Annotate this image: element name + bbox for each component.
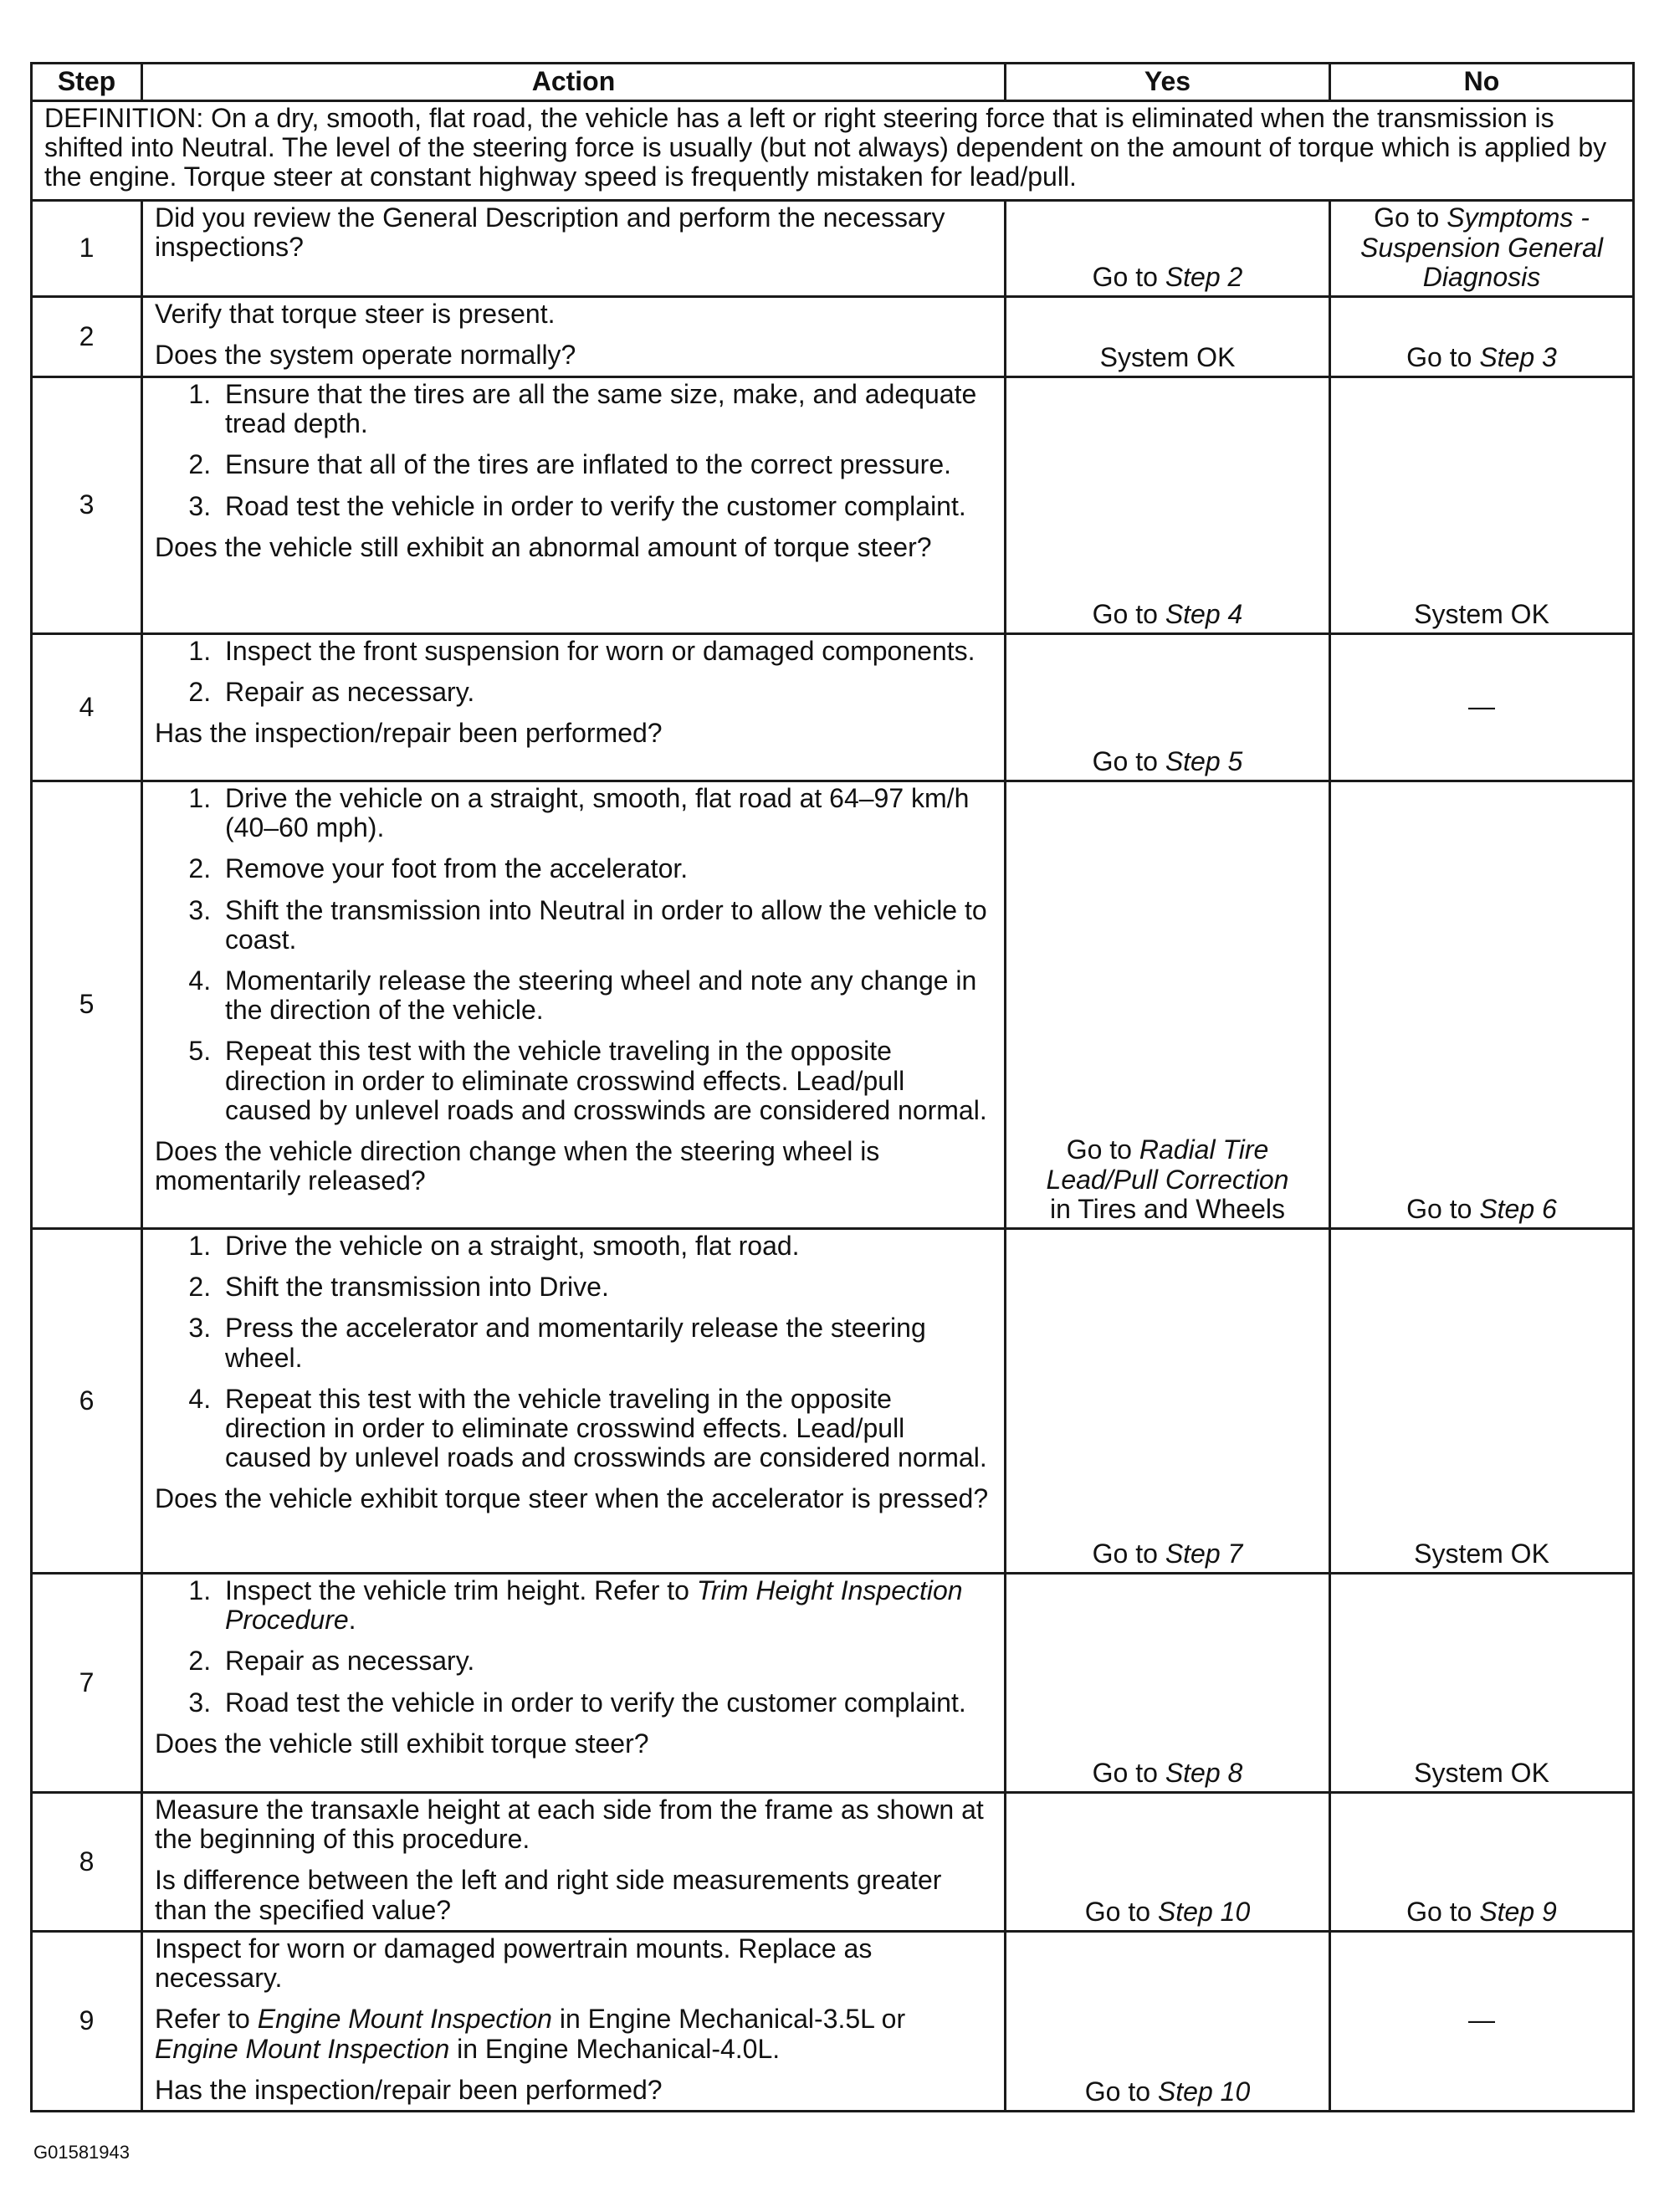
list-item: 1. Inspect the vehicle trim height. Refer to Trim Height Inspection Procedure. [218, 1576, 992, 1635]
table-row [32, 201, 1634, 297]
no-cell: System OK [1330, 1574, 1634, 1793]
action-question: Is difference between the left and right side measurements greater than the specified value? [155, 1865, 942, 1925]
trim-height-link[interactable]: Trim Height Inspection Procedure [225, 1575, 963, 1636]
action-question: Does the vehicle still exhibit torque steer? [155, 1728, 649, 1759]
list-item: 1. Ensure that the tires are all the same size, make, and adequate tread depth. [218, 380, 992, 438]
engine-mount-link[interactable]: Engine Mount Inspection [155, 2033, 450, 2064]
action-cell [142, 634, 1006, 781]
action-cell [142, 1229, 1006, 1574]
header-yes: Yes [1006, 64, 1330, 101]
action-question: Does the vehicle exhibit torque steer when the accelerator is pressed? [155, 1483, 989, 1514]
definition-text: DEFINITION: On a dry, smooth, flat road, the vehicle has a left or right steering force that is eliminated when the transmission is shifted into Neutral. The level of the steering force is usually (but not always) dependent on the amount of torque which is applied by the engine. Torque steer at constant highway speed is frequently mistaken for lead/pull. [32, 101, 1634, 201]
list-item: 2. Repair as necessary. [218, 1646, 992, 1676]
header-action: Action [142, 64, 1006, 101]
header-step: Step [32, 64, 142, 101]
torque-steer-diagnostic-table [30, 62, 1635, 2112]
definition-row [32, 101, 1634, 201]
procedure-list [155, 784, 992, 1125]
step-number: 8 [32, 1793, 142, 1932]
action-cell [142, 781, 1006, 1229]
header-row [32, 64, 1634, 101]
action-cell [142, 1574, 1006, 1793]
yes-cell: System OK [1006, 297, 1330, 377]
table-row [32, 1932, 1634, 2112]
table-row [32, 1574, 1634, 1793]
table-row [32, 1793, 1634, 1932]
step-link[interactable]: Step 10 [1157, 1896, 1251, 1927]
step-number: 7 [32, 1574, 142, 1793]
action-question: Does the system operate normally? [155, 340, 576, 371]
yes-cell: Go to Step 8 [1006, 1574, 1330, 1793]
list-item: 1. Inspect the front suspension for worn or damaged components. [218, 637, 992, 666]
action-question: Has the inspection/repair been performed? [155, 718, 663, 749]
table-row [32, 297, 1634, 377]
step-number: 3 [32, 377, 142, 634]
action-question: Does the vehicle direction change when the steering wheel is momentarily released? [155, 1135, 880, 1196]
list-item: 2. Ensure that all of the tires are inflated to the correct pressure. [218, 450, 992, 479]
yes-cell: Go to Step 5 [1006, 634, 1330, 781]
step-link[interactable]: Step 9 [1479, 1896, 1557, 1927]
yes-cell: Go to Step 2 [1006, 201, 1330, 297]
figure-id: G01581943 [33, 2142, 130, 2163]
action-cell [142, 1932, 1006, 2112]
action-text: Measure the transaxle height at each side from the frame as shown at the beginning of this procedure. [155, 1795, 984, 1855]
symptoms-link[interactable]: Symptoms - Suspension General Diagnosis [1360, 202, 1603, 292]
step-link[interactable]: Step 4 [1165, 598, 1243, 629]
no-cell: System OK [1330, 377, 1634, 634]
step-number: 9 [32, 1932, 142, 2112]
action-cell [142, 1793, 1006, 1932]
list-item: 2. Shift the transmission into Drive. [218, 1272, 992, 1302]
list-item: 4. Repeat this test with the vehicle traveling in the opposite direction in order to eliminate crosswind effects. Lead/pull caused by unlevel roads and crosswinds are considered normal. [218, 1385, 992, 1473]
action-question: Does the vehicle still exhibit an abnormal amount of torque steer? [155, 531, 932, 562]
no-cell: Go to Step 6 [1330, 781, 1634, 1229]
action-cell [142, 297, 1006, 377]
list-item: 2. Repair as necessary. [218, 678, 992, 707]
table-row [32, 377, 1634, 634]
no-cell: Go to Step 3 [1330, 297, 1634, 377]
yes-cell: Go to Step 10 [1006, 1793, 1330, 1932]
list-item: 1. Drive the vehicle on a straight, smooth, flat road at 64–97 km/h (40–60 mph). [218, 784, 992, 842]
procedure-list [155, 1231, 992, 1472]
action-cell [142, 201, 1006, 297]
list-item: 3. Press the accelerator and momentarily release the steering wheel. [218, 1313, 992, 1372]
yes-cell: Go to Step 10 [1006, 1932, 1330, 2112]
step-link[interactable]: Step 3 [1479, 341, 1557, 372]
procedure-list [155, 637, 992, 707]
no-cell: System OK [1330, 1229, 1634, 1574]
list-item: 5. Repeat this test with the vehicle traveling in the opposite direction in order to eliminate crosswind effects. Lead/pull caused by unlevel roads and crosswinds are considered normal. [218, 1037, 992, 1125]
step-link[interactable]: Step 2 [1165, 261, 1243, 292]
list-item: 3. Road test the vehicle in order to verify the customer complaint. [218, 1688, 992, 1718]
list-item: 2. Remove your foot from the accelerator. [218, 854, 992, 883]
step-number: 2 [32, 297, 142, 377]
action-reference: Refer to Engine Mount Inspection in Engine Mechanical-3.5L or Engine Mount Inspection in Engine Mechanical-4.0L. [155, 2004, 906, 2064]
list-item: 4. Momentarily release the steering wheel and note any change in the direction of the vehicle. [218, 966, 992, 1025]
yes-cell: Go to Step 7 [1006, 1229, 1330, 1574]
action-text: Verify that torque steer is present. [155, 299, 556, 329]
radial-tire-link[interactable]: Radial Tire Lead/Pull Correction [1046, 1134, 1289, 1195]
no-cell: — [1330, 1932, 1634, 2112]
step-number: 4 [32, 634, 142, 781]
step-number: 1 [32, 201, 142, 297]
step-link[interactable]: Step 7 [1165, 1538, 1243, 1569]
step-link[interactable]: Step 5 [1165, 745, 1243, 776]
engine-mount-link[interactable]: Engine Mount Inspection [257, 2004, 552, 2035]
procedure-list [155, 380, 992, 521]
procedure-list [155, 1576, 992, 1718]
action-question: Did you review the General Description and perform the necessary inspections? [155, 202, 945, 263]
action-question: Has the inspection/repair been performed? [155, 2074, 663, 2105]
list-item: 3. Road test the vehicle in order to verify the customer complaint. [218, 492, 992, 521]
action-cell [142, 377, 1006, 634]
table-row [32, 781, 1634, 1229]
header-no: No [1330, 64, 1634, 101]
no-cell: Go to Step 9 [1330, 1793, 1634, 1932]
step-number: 6 [32, 1229, 142, 1574]
step-link[interactable]: Step 10 [1157, 2076, 1251, 2107]
action-text: Inspect for worn or damaged powertrain mounts. Replace as necessary. [155, 1933, 873, 1994]
list-item: 3. Shift the transmission into Neutral in order to allow the vehicle to coast. [218, 896, 992, 955]
yes-cell: Go to Radial Tire Lead/Pull Correction in Tires and Wheels [1006, 781, 1330, 1229]
step-link[interactable]: Step 6 [1479, 1193, 1557, 1224]
no-cell: Go to Symptoms - Suspension General Diagnosis [1330, 201, 1634, 297]
table-row [32, 1229, 1634, 1574]
diagnostic-table-sheet [30, 62, 1632, 2112]
step-link[interactable]: Step 8 [1165, 1757, 1243, 1788]
yes-cell: Go to Step 4 [1006, 377, 1330, 634]
list-item: 1. Drive the vehicle on a straight, smooth, flat road. [218, 1231, 992, 1261]
step-number: 5 [32, 781, 142, 1229]
table-row [32, 634, 1634, 781]
no-cell: — [1330, 634, 1634, 781]
